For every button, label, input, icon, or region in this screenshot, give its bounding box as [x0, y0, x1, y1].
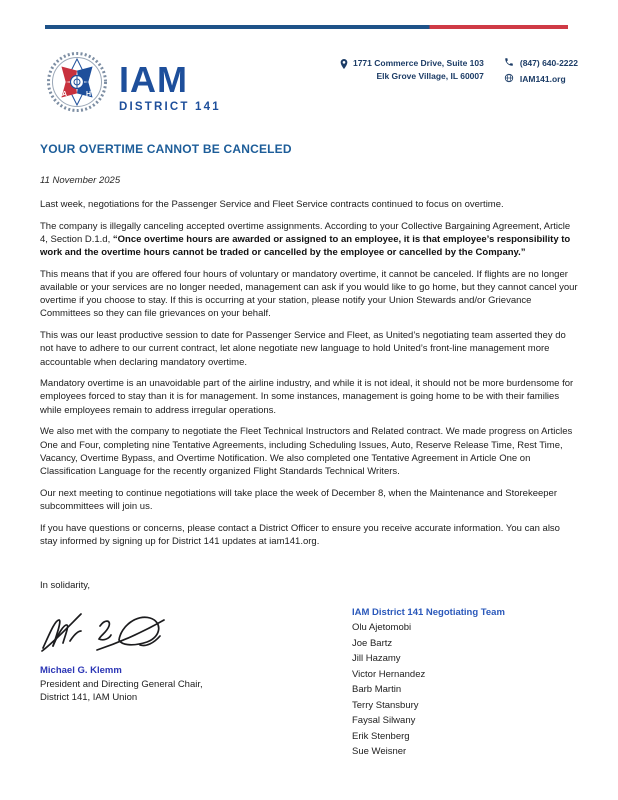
globe-icon	[504, 73, 514, 86]
team-member: Barb Martin	[352, 684, 402, 696]
paragraph-2-quote: “Once overtime hours are awarded or assigned to an employee, it is that employee’s responsibility to work and the overtime hours cannot be traded or cancelled by the employee or cancelled by the Company.”	[40, 233, 571, 259]
svg-text:H: H	[86, 91, 92, 98]
signature-image	[40, 605, 352, 662]
letterhead	[45, 50, 578, 119]
team-member: Victor Hernandez	[352, 668, 426, 680]
paragraph-7: Our next meeting to continue negotiations will take place the week of December 8, when the Maintenance and Storekeeper subcommittees will join us.	[40, 487, 558, 512]
contact-website-row	[504, 73, 578, 86]
contact-phone-web	[504, 57, 578, 86]
contact-address	[339, 57, 484, 86]
paragraph-4: This was our least productive session to date for Passenger Service and Fleet, as United’s negotiating team asserted they do not have to adhere to our current contract, let alone negotiate new language to hold United’s front-line management more accountable when declaring mandatory overtime.	[40, 330, 566, 368]
letter-headline: YOUR OVERTIME CANNOT BE CANCELED	[40, 142, 292, 156]
letter-date: 11 November 2025	[40, 175, 121, 186]
team-member: Sue Weisner	[352, 746, 407, 758]
location-pin-icon	[339, 58, 349, 74]
team-member: Joe Bartz	[352, 637, 393, 649]
contact-block	[339, 50, 578, 86]
team-member: Terry Stansbury	[352, 699, 419, 711]
signer-name: Michael G. Klemm	[40, 664, 122, 676]
signer-title-line2: District 141, IAM Union	[40, 692, 138, 704]
contact-phone: (847) 640-2222	[519, 58, 578, 68]
signer-block	[40, 605, 352, 760]
header-accent-bar	[45, 25, 568, 29]
negotiating-team-block	[352, 605, 578, 760]
team-member: Olu Ajetomobi	[352, 622, 412, 634]
iam-emblem-icon	[45, 50, 109, 119]
brand-district: DISTRICT 141	[119, 100, 221, 113]
phone-icon	[504, 57, 514, 70]
address-line2: Elk Grove Village, IL 60007	[376, 71, 484, 82]
paragraph-6: We also met with the company to negotiate the Fleet Technical Instructors and Related contract. We made progress on Articles One and Four, completing nine Tentative Agreements, including Scheduling Issues, Auto, Reserve Release Time, Rest Time, Vacancy, Overtime Bypass, and Overtime Notification. We also completed one Tentative Agreement in Article One on Classification Language for the recently organized Flight Standards Technical Writers.	[40, 426, 573, 477]
address-line1: 1771 Commerce Drive, Suite 103	[352, 58, 484, 68]
signature-section	[40, 605, 578, 760]
contact-website: IAM141.org	[519, 74, 566, 85]
paragraph-1: Last week, negotiations for the Passenger Service and Fleet Service contracts continued to focus on overtime.	[40, 199, 504, 210]
closing-salutation: In solidarity,	[40, 579, 90, 591]
paragraph-2-lead: The company is illegally canceling accepted overtime assignments. According to your Collective Bargaining Agreement, Article 4, Section D.1.d,	[40, 220, 571, 245]
letter-body	[40, 142, 578, 760]
paragraph-3: This means that if you are offered four hours of voluntary or mandatory overtime, it cannot be canceled. If flights are no longer available or your services are no longer needed, management can ask if you would like to go home, but they cannot cancel your overtime if you choose to stay. If this is occurring at your station, please notify your Union Stewards and/or Grievance Committees so they can file grievances on your behalf.	[40, 268, 578, 320]
team-member: Faysal Silwany	[352, 715, 416, 727]
brand-acronym: IAM	[119, 58, 188, 100]
signer-title-line1: President and Directing General Chair,	[40, 678, 203, 690]
team-member: Jill Hazamy	[352, 653, 401, 665]
contact-phone-row	[504, 57, 578, 70]
team-member: Erik Stenberg	[352, 730, 410, 742]
paragraph-2	[40, 220, 578, 260]
paragraph-8: If you have questions or concerns, please contact a District Officer to ensure you receive accurate information. You can also stay informed by signing up for District 141 updates at iam141.org.	[40, 522, 560, 547]
paragraph-5: Mandatory overtime is an unavoidable part of the airline industry, and while it is not ideal, it should not be more burdensome for employees forced to stay than it is for management. In some instances, management is going home to be with their families while employees remain to address irregular operations.	[40, 378, 574, 416]
iam-logo	[45, 50, 221, 119]
svg-text:A: A	[62, 91, 68, 98]
team-heading: IAM District 141 Negotiating Team	[352, 606, 505, 618]
